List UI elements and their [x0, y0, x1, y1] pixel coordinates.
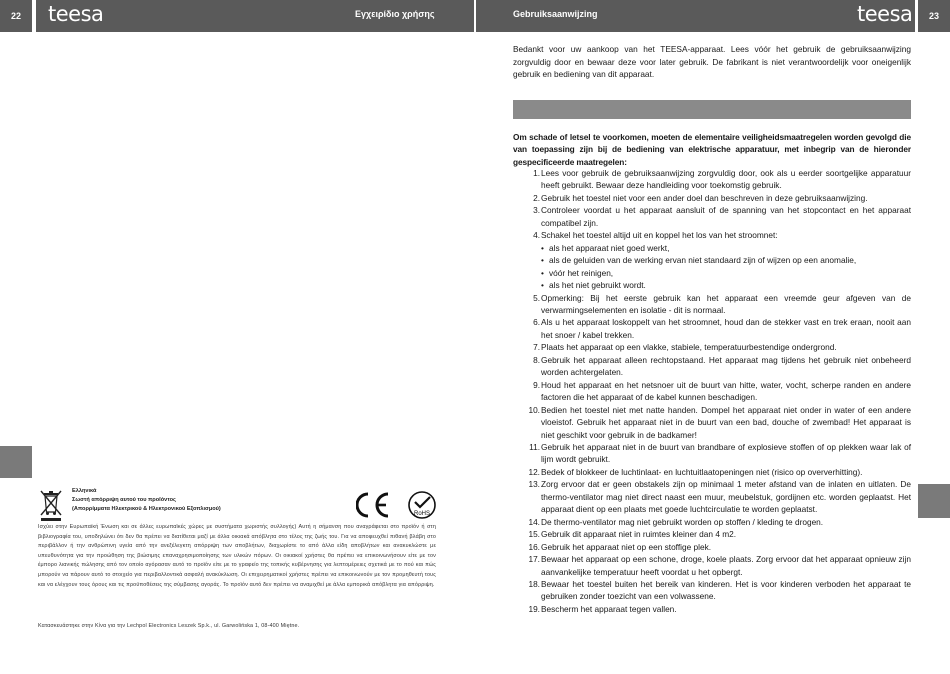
item-number: 4.: [533, 230, 540, 241]
item-text: Gebruik het toestel niet voor een ander doel dan beschreven in deze gebruiksaanwijzing.: [541, 192, 868, 203]
list-item: [513, 229, 911, 241]
item-text: Zorg ervoor dat er geen obstakels zijn op minimaal 1 meter afstand van de inlaten en uitlaten. De thermo-ventilator mag niet direct naast een muur, meubelstuk, gordijnen etc. worden geplaatst. Het apparaat dient op een plaats met goede luchtcirculatie te worden geplaatst.: [541, 479, 911, 515]
item-text: Controleer voordat u het apparaat aansluit of de spanning van het stopcontact en het apparaat compatibel zijn.: [541, 205, 911, 228]
brand-logo-left: teesa: [48, 2, 104, 26]
certification-marks: [356, 490, 436, 520]
item-number: 8.: [533, 354, 540, 365]
list-item: [513, 404, 911, 441]
bullet-item: • als de geluiden van de werking ervan niet standaard zijn of wijzen op een anomalie,: [513, 254, 911, 266]
item-text: Gebruik dit apparaat niet in ruimtes kleiner dan 4 m2.: [541, 529, 737, 540]
item-text: Lees voor gebruik de gebruiksaanwijzing zorgvuldig door, ook als u eerder soortgelijke apparatuur heeft gebruikt. Bewaar deze handleiding voor toekomstig gebruik.: [541, 168, 911, 191]
item-text: De thermo-ventilator mag niet gebruikt worden op stoffen / kleding te drogen.: [541, 516, 824, 527]
brand-logo-right: teesa: [857, 2, 913, 26]
item-text: Bescherm het apparaat tegen vallen.: [541, 603, 677, 614]
weee-paragraph: Ισχύει στην Ευρωπαϊκή Ένωση και σε άλλες ευρωπαϊκές χώρες με συστήματα χωριστής συλλογής) Αυτή η σήμανση που αναγράφεται στο προϊόν ή στη βιβλιογραφία του, υποδηλώνει ότι δεν θα πρέπει να διατίθεται μαζί με άλλα οικιακά απόβλητα στο τέλος της ζωής του. Για να αποφευχθεί πιθανή βλάβη στο περιβάλλον ή την ανθρώπινη υγεία από την ανεξέλεγκτη απόρριψη των αποβλήτων, διαχωρίστε το από άλλα είδη αποβλήτων και ανακυκλώστε με υπευθυνότητα για την προώθηση της βιώσιμης επαναχρησιμοποίησης των υλικών πόρων. Οι οικιακοί χρήστες θα πρέπει να επικοινωνήσουν είτε με τον έμπορο λιανικής πώλησης από τον οποίο αγόρασαν αυτό το προϊόν είτε με το γραφείο της τοπικής κυβέρνησης για λεπτομέρειες σχετικά με το πού και πώς μπορούν να πάρουν αυτό το στοιχείο για περιβαλλοντικά ασφαλή ανακύκλωση. Οι επιχειρηματικοί χρήστες πρέπει να επικοινωνούν με τον προμηθευτή τους και να ελέγχουν τους όρους και τις προϋποθέσεις της σύμβασης αγοράς. Το προϊόν αυτό δεν πρέπει να αναμιχθεί με άλλα εμπορικά απόβλητα για απόρριψη.: [38, 524, 436, 588]
side-tab-right: [918, 484, 950, 518]
item-text: Bewaar het apparaat op een schone, droge, koele plaats. Zorg ervoor dat het apparaat opnieuw zijn aanvankelijke temperatuur heeft voordat u het opbergt.: [541, 554, 911, 577]
list-item: [513, 316, 911, 341]
list-item: [513, 466, 911, 478]
item-number: 12.: [528, 466, 540, 477]
item-text: Gebruik het apparaat niet op een stoffige plek.: [541, 541, 712, 552]
rohs-icon: [409, 492, 435, 518]
item-number: 16.: [528, 541, 540, 552]
weee-language: Ελληνικά: [72, 488, 97, 494]
page-header: [0, 0, 950, 32]
item-text: Gebruik het apparaat alleen rechtopstaand. Het apparaat mag tijdens het gebruik niet onbeheerd worden achtergelaten.: [541, 354, 911, 378]
item-number: 10.: [528, 404, 540, 415]
weee-subtitle: (Απορρίμματα Ηλεκτρικού & Ηλεκτρονικού Εξοπλισμού): [72, 506, 221, 512]
header-divider: [474, 0, 476, 32]
list-item: [513, 541, 911, 553]
item-number: 7.: [533, 342, 540, 353]
list-item: [513, 516, 911, 528]
list-item: [513, 204, 911, 229]
ce-mark-icon: [357, 494, 388, 516]
item-text: Als u het apparaat loskoppelt van het stroomnet, houd dan de stekker vast en trek eraan, nooit aan het snoer / kabel trekken.: [541, 317, 911, 340]
item-number: 15.: [528, 529, 540, 540]
list-item: [513, 528, 911, 540]
list-item: [513, 341, 911, 353]
item-number: 18.: [528, 578, 540, 589]
section-header-bar: [513, 100, 911, 119]
item-number: 11.: [529, 441, 540, 452]
list-item: [513, 603, 911, 615]
item-text: Schakel het toestel altijd uit en koppel het los van het stroomnet:: [541, 230, 778, 241]
item-number: 17.: [528, 554, 540, 565]
list-item: [513, 354, 911, 379]
item-text: Bewaar het toestel buiten het bereik van kinderen. Het is voor kinderen verboden het apparaat te gebruiken zonder toezicht van een volwassene.: [541, 578, 911, 602]
item-number: 13.: [528, 479, 540, 490]
item-number: 14.: [528, 516, 540, 527]
bullet-item: • vóór het reinigen,: [513, 267, 911, 279]
list-item: [513, 292, 911, 317]
svg-text:RoHS: RoHS: [413, 511, 431, 517]
item-text: Houd het apparaat en het netsnoer uit de buurt van hitte, water, vocht, scherpe randen en andere factoren die het apparaat of de kabel kunnen beschadigen.: [541, 379, 911, 403]
item-text: Plaats het apparaat op een vlakke, stabiele, temperatuurbestendige ondergrond.: [541, 342, 837, 353]
bullet-item: • als het apparaat niet goed werkt,: [513, 242, 911, 254]
weee-heading: [72, 487, 221, 514]
list-item: [513, 379, 911, 404]
safety-warning: Om schade of letsel te voorkomen, moeten de elementaire veiligheidsmaatregelen worden gevolgd die van toepassing zijn bij de bediening van elektrische apparatuur, met inbegrip van de hieronder gespecificeerde maatregelen:: [513, 132, 911, 167]
item-number: 5.: [533, 292, 540, 303]
item-number: 2.: [533, 192, 540, 203]
bullet-item: • als het niet gebruikt wordt.: [513, 279, 911, 291]
side-tab-left: [0, 446, 32, 478]
weee-bin-icon: [38, 488, 64, 522]
item-text: Bedien het toestel niet met natte handen. Dompel het apparaat niet onder in water of een andere vloeistof. Gebruik het apparaat niet in de buurt van een bad, douche of zwembad! Het apparaat is niet geschikt voor gebruik in de badkamer!: [541, 404, 911, 440]
header-title-right: Gebruiksaanwijzing: [513, 9, 598, 19]
item-number: 9.: [533, 379, 540, 390]
list-item: [513, 441, 911, 466]
safety-instructions-list: [513, 167, 911, 615]
header-title-left: Εγχειρίδιο χρήσης: [355, 9, 435, 19]
list-item: [513, 578, 911, 603]
item-number: 3.: [533, 205, 540, 216]
item-text: Gebruik het apparaat niet in de buurt van brandbare of explosieve stoffen of op plekken waar lak of lijm wordt gebruikt.: [541, 441, 911, 465]
page-number-right: 23: [918, 0, 950, 32]
weee-title: Σωστή απόρριψη αυτού του προϊόντος: [72, 497, 176, 503]
list-item: [513, 192, 911, 204]
item-number: 1.: [533, 168, 540, 178]
manufacturer-note: Κατασκευάστηκε στην Κίνα για την Lechpol Electronics Leszek Sp.k., ul. Garwolińska 1, 08-400 Miętne.: [38, 623, 300, 629]
list-item: [513, 553, 911, 578]
item-number: 6.: [533, 317, 540, 328]
list-item: [513, 167, 911, 192]
list-item: [513, 478, 911, 515]
intro-paragraph: Bedankt voor uw aankoop van het TEESA-apparaat. Lees vóór het gebruik de gebruiksaanwijzing zorgvuldig door en bewaar deze voor later gebruik. De fabrikant is niet verantwoordelijk voor oneigenlijk gebruik en bediening van dit apparaat.: [513, 44, 911, 80]
item-text: Bedek of blokkeer de luchtinlaat- en luchtuitlaatopeningen niet (risico op oververhitting).: [541, 466, 863, 477]
item-text: Opmerking: Bij het eerste gebruik kan het apparaat een vreemde geur afgeven van de verwarmingselementen en isolatie - dit is normaal.: [541, 292, 911, 315]
item-number: 19.: [528, 603, 540, 614]
page-number-left: 22: [0, 0, 32, 32]
